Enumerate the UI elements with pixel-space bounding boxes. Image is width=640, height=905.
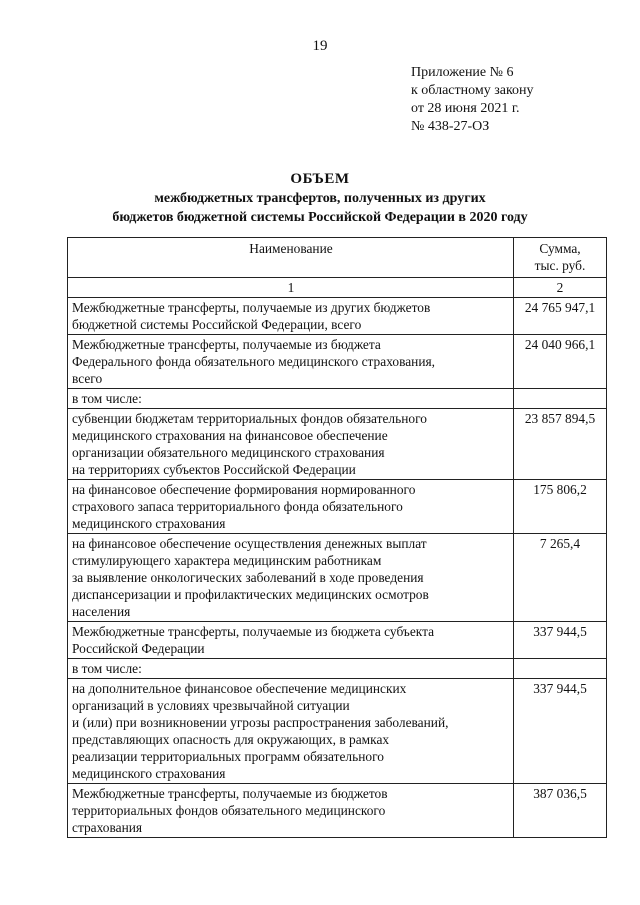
appendix-line: от 28 июня 2021 г. [411, 101, 520, 116]
row-name-line: медицинского страхования на финансовое обеспечение [72, 428, 388, 443]
row-name-line: страхового запаса территориального фонда обязательного [72, 499, 403, 514]
header-sum [514, 238, 607, 278]
row-name-line: в том числе: [72, 391, 142, 406]
row-value [514, 659, 607, 679]
row-name-line: медицинского страхования [72, 766, 226, 781]
row-name-line: бюджетной системы Российской Федерации, всего [72, 317, 362, 332]
table-row [68, 409, 607, 480]
row-name-line: организаций в условиях чрезвычайной ситуации [72, 698, 350, 713]
row-value: 337 944,5 [514, 622, 607, 659]
table-row [68, 298, 607, 335]
row-value: 24 040 966,1 [514, 335, 607, 389]
row-name-line: Межбюджетные трансферты, получаемые из бюджета [72, 337, 381, 352]
row-name-line: всего [72, 371, 103, 386]
title-line: бюджетов бюджетной системы Российской Федерации в 2020 году [112, 210, 528, 225]
row-name [68, 679, 514, 784]
row-name-line: Федерального фонда обязательного медицинского страхования, [72, 354, 436, 369]
appendix-note [411, 64, 534, 136]
header-name: Наименование [68, 238, 514, 278]
row-name [68, 622, 514, 659]
row-name-line: медицинского страхования [72, 516, 226, 531]
row-value: 23 857 894,5 [514, 409, 607, 480]
table-row [68, 679, 607, 784]
table-row [68, 659, 607, 679]
row-name-line: реализации территориальных программ обязательного [72, 749, 384, 764]
header-sum-line: Сумма, [539, 241, 581, 256]
row-name [68, 534, 514, 622]
appendix-line: Приложение № 6 [411, 65, 514, 80]
header-sum-line: тыс. руб. [534, 258, 586, 273]
row-name-line: страхования [72, 820, 143, 835]
appendix-line: № 438-27-ОЗ [411, 119, 490, 134]
appendix-line: к областному закону [411, 83, 534, 98]
row-name-line: населения [72, 604, 131, 619]
row-name [68, 659, 514, 679]
row-name-line: Межбюджетные трансферты, получаемые из бюджетов [72, 786, 388, 801]
row-name [68, 480, 514, 534]
table-row [68, 534, 607, 622]
row-name-line: на территориях субъектов Российской Федерации [72, 462, 356, 477]
row-name-line: стимулирующего характера медицинским работникам [72, 553, 382, 568]
table-row [68, 480, 607, 534]
table-header-row [68, 238, 607, 278]
row-name-line: Российской Федерации [72, 641, 205, 656]
row-name [68, 335, 514, 389]
row-name-line: на финансовое обеспечение формирования нормированного [72, 482, 416, 497]
document-title [0, 170, 640, 227]
column-index: 1 [68, 278, 514, 298]
row-value: 175 806,2 [514, 480, 607, 534]
title-line: ОБЪЕМ [290, 171, 350, 187]
page-number: 19 [312, 38, 328, 54]
row-value: 7 265,4 [514, 534, 607, 622]
table-row [68, 335, 607, 389]
row-value: 24 765 947,1 [514, 298, 607, 335]
row-name [68, 389, 514, 409]
row-name-line: организации обязательного медицинского страхования [72, 445, 385, 460]
row-name-line: в том числе: [72, 661, 142, 676]
table-row [68, 622, 607, 659]
row-name-line: субвенции бюджетам территориальных фондов обязательного [72, 411, 427, 426]
row-name [68, 784, 514, 838]
table-row [68, 389, 607, 409]
row-name-line: на финансовое обеспечение осуществления денежных выплат [72, 536, 427, 551]
row-name-line: диспансеризации и профилактических медицинских осмотров [72, 587, 429, 602]
row-name-line: за выявление онкологических заболеваний в ходе проведения [72, 570, 424, 585]
row-name-line: представляющих опасность для окружающих, в рамках [72, 732, 390, 747]
row-name [68, 409, 514, 480]
column-index: 2 [514, 278, 607, 298]
row-name-line: территориальных фондов обязательного медицинского [72, 803, 386, 818]
row-value [514, 389, 607, 409]
row-name-line: на дополнительное финансовое обеспечение медицинских [72, 681, 407, 696]
row-value: 337 944,5 [514, 679, 607, 784]
row-name-line: Межбюджетные трансферты, получаемые из других бюджетов [72, 300, 431, 315]
transfers-table [67, 237, 607, 838]
column-index-row [68, 278, 607, 298]
title-line: межбюджетных трансфертов, полученных из других [154, 191, 486, 206]
row-value: 387 036,5 [514, 784, 607, 838]
row-name-line: Межбюджетные трансферты, получаемые из бюджета субъекта [72, 624, 435, 639]
table-row [68, 784, 607, 838]
row-name [68, 298, 514, 335]
row-name-line: и (или) при возникновении угрозы распространения заболеваний, [72, 715, 449, 730]
